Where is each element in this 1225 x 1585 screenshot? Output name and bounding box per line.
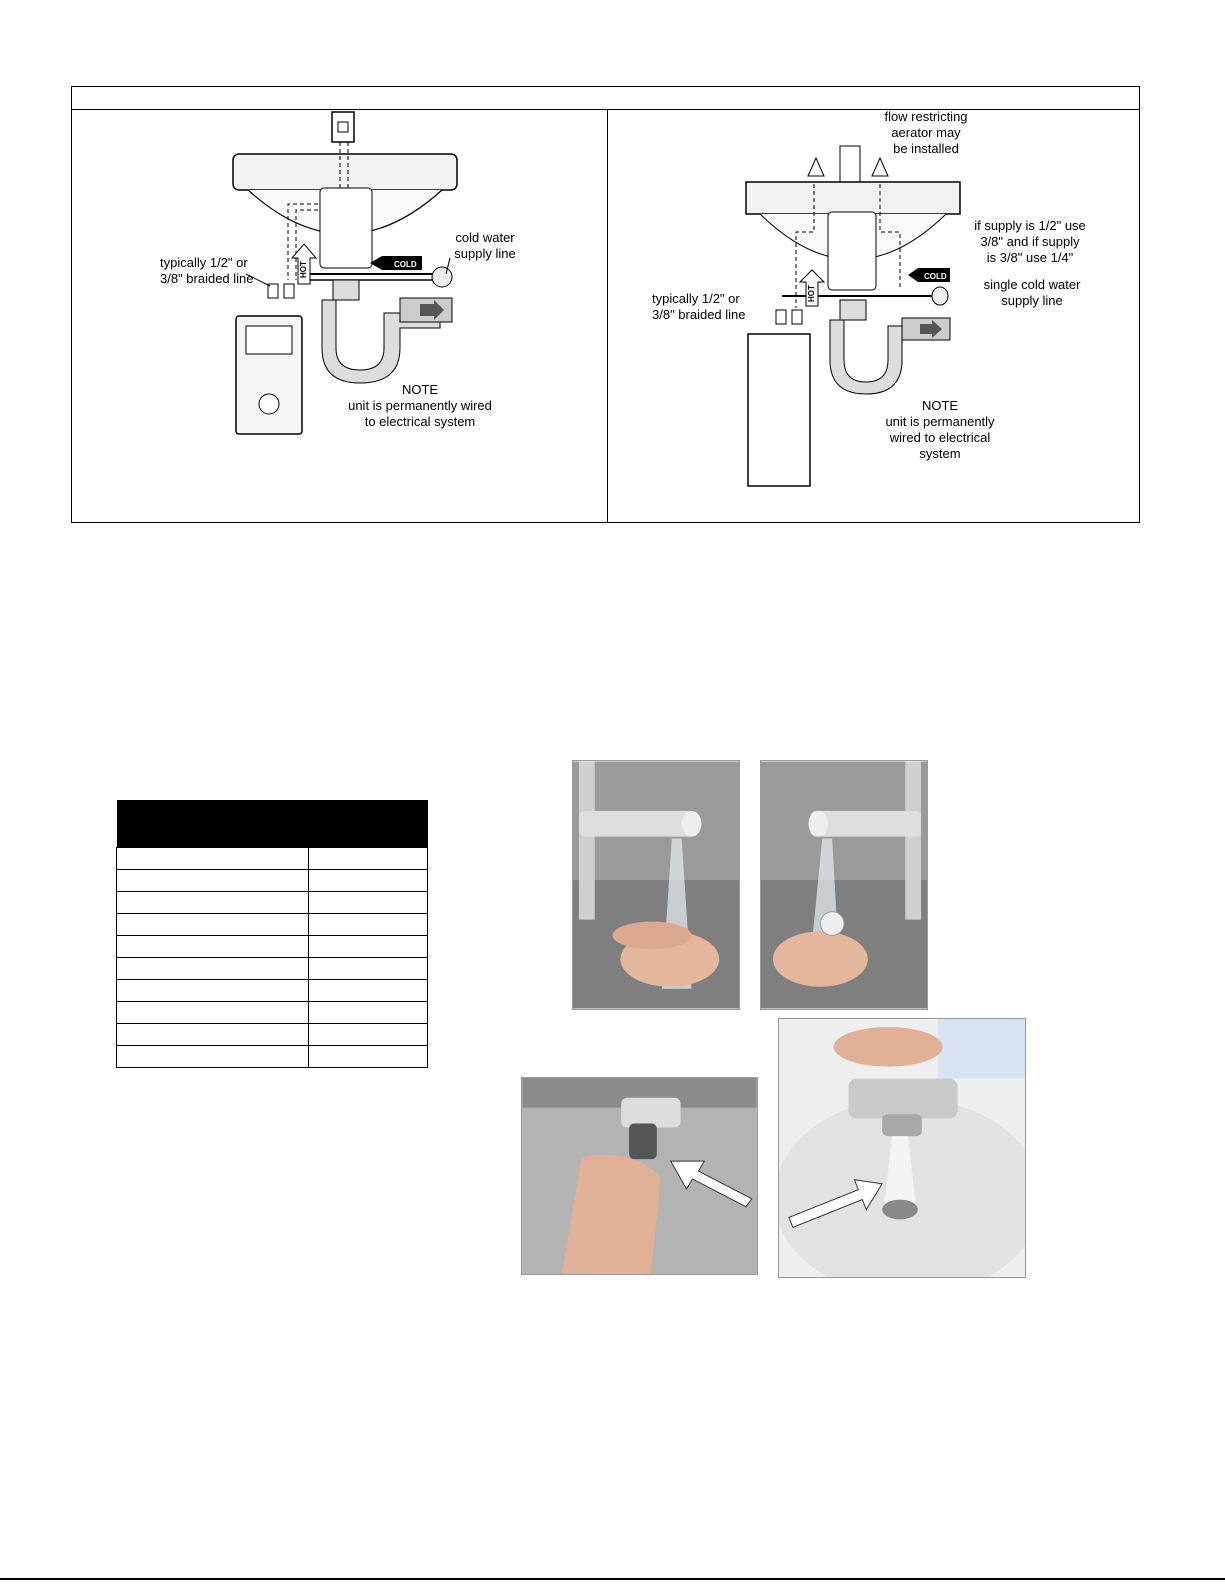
left-note-heading: NOTE <box>401 382 439 397</box>
specification-table <box>116 800 428 1068</box>
label-line: aerator may <box>891 125 961 140</box>
table-row <box>117 1002 428 1024</box>
label-line: if supply is 1/2" use <box>974 218 1086 233</box>
table-row <box>117 848 428 870</box>
table-cell <box>309 958 428 980</box>
table-cell <box>309 1002 428 1024</box>
right-aerator-label <box>866 109 986 157</box>
table-row <box>117 1046 428 1068</box>
table-header-row <box>117 800 428 848</box>
label-line: to electrical system <box>364 414 476 429</box>
hands-under-faucet-photo-1 <box>572 760 740 1010</box>
label-line: supply line <box>1001 293 1063 308</box>
label-line: is 3/8" use 1/4" <box>986 250 1074 265</box>
label-line: unit is permanently wired <box>348 398 492 413</box>
table-row <box>117 870 428 892</box>
frame-divider <box>607 109 608 522</box>
table-cell <box>309 980 428 1002</box>
left-cold-supply-label <box>440 230 530 262</box>
table-cell <box>309 892 428 914</box>
table-cell <box>117 936 309 958</box>
table-cell <box>309 1024 428 1046</box>
table-row <box>117 892 428 914</box>
label-line: unit is permanently <box>885 414 995 429</box>
label-line: supply line <box>454 246 516 261</box>
left-note <box>330 382 510 430</box>
table-cell <box>117 1002 309 1024</box>
table-cell <box>309 914 428 936</box>
table-cell <box>117 870 309 892</box>
right-braided-line-label <box>652 291 772 323</box>
label-line: typically 1/2" or <box>160 255 248 270</box>
label-line: 3/8" and if supply <box>980 234 1080 249</box>
footer-rule <box>0 1578 1225 1580</box>
table-cell <box>117 1024 309 1046</box>
table-row <box>117 936 428 958</box>
frame-header-bar <box>72 87 1139 110</box>
label-line: system <box>919 446 961 461</box>
left-braided-line-label <box>160 255 290 287</box>
aerator-removal-photo <box>521 1077 758 1275</box>
table-cell <box>117 1046 309 1068</box>
table-cell <box>309 1046 428 1068</box>
label-line: wired to electrical <box>889 430 991 445</box>
left-hot-tag: HOT <box>299 261 308 278</box>
hands-under-faucet-photo-2 <box>760 760 928 1010</box>
label-line: single cold water <box>983 277 1081 292</box>
table-row <box>117 1024 428 1046</box>
table-cell <box>117 980 309 1002</box>
label-line: be installed <box>893 141 959 156</box>
table-cell <box>117 914 309 936</box>
right-hot-tag: HOT <box>807 285 816 302</box>
right-supply-size-label <box>965 218 1095 266</box>
faucet-flow-with-aerator-photo <box>778 1018 1026 1278</box>
label-line: typically 1/2" or <box>652 291 740 306</box>
right-note-heading: NOTE <box>921 398 959 413</box>
right-single-cold-label <box>972 277 1092 309</box>
table-cell <box>117 848 309 870</box>
label-line: 3/8" braided line <box>652 307 746 322</box>
table-row <box>117 914 428 936</box>
left-cold-tag: COLD <box>394 260 417 269</box>
label-line: 3/8" braided line <box>160 271 254 286</box>
table-cell <box>309 870 428 892</box>
table-row <box>117 980 428 1002</box>
label-line: flow restricting <box>884 109 968 124</box>
table-cell <box>117 958 309 980</box>
table-row <box>117 958 428 980</box>
table-cell <box>309 936 428 958</box>
table-cell <box>117 892 309 914</box>
right-cold-tag: COLD <box>924 272 947 281</box>
table-cell <box>309 848 428 870</box>
right-note <box>870 398 1010 462</box>
label-line: cold water <box>455 230 515 245</box>
